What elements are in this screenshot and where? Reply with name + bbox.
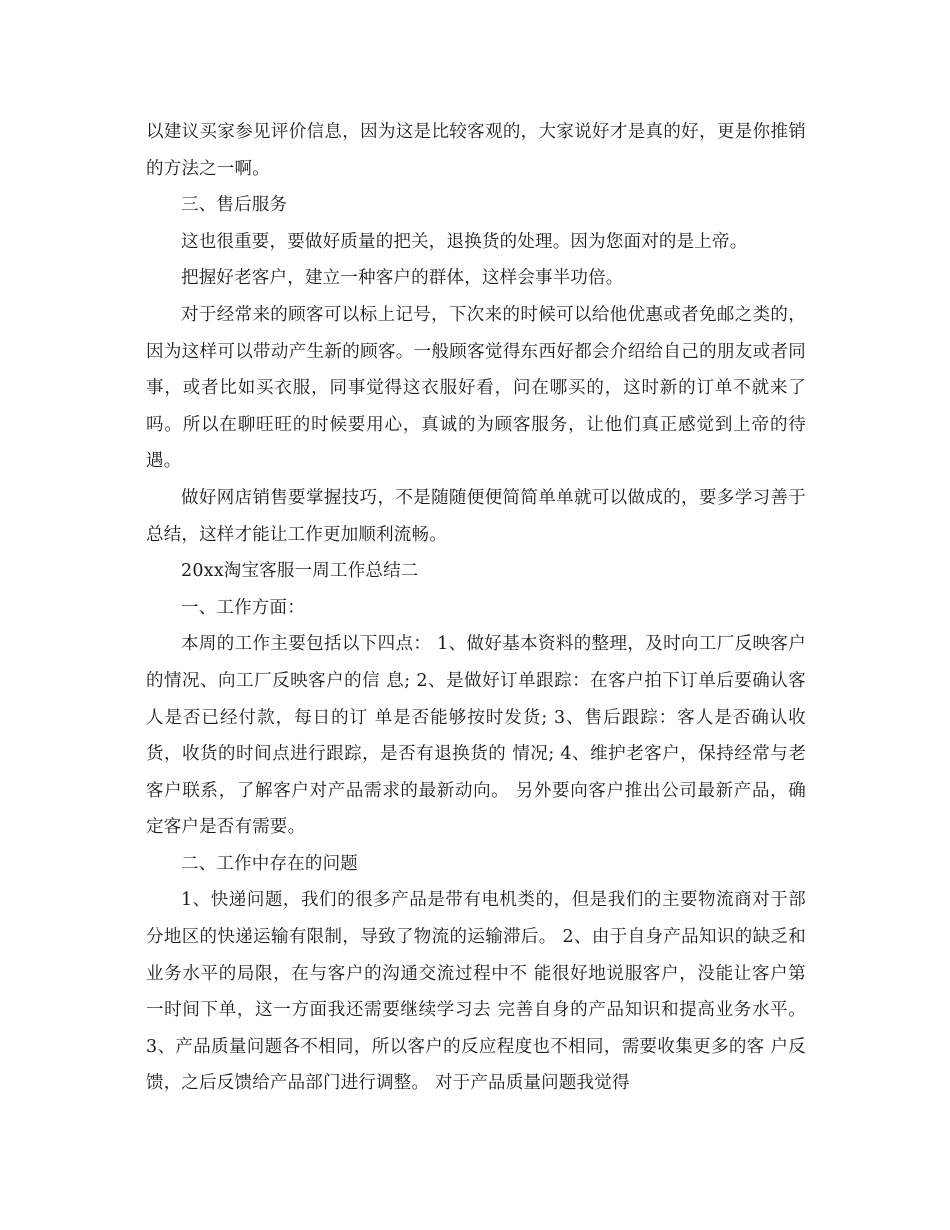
section-heading-after-sales: 三、售后服务 xyxy=(181,195,288,216)
document-subtitle: 20xx淘宝客服一周工作总结二 xyxy=(181,561,419,582)
paragraph: 1、快递问题，我们的很多产品是带有电机类的，但是我们的主要物流商对于部 分地区的快递运输有限制，导致了物流的运输滞后。 2、由于自身产品知识的缺乏和业务水平的局限，在与客户的沟通交流过程中不 能很好地说服客户，没能让客户第一时间下单，这一方面我还需要继续学习去 完善自身的产品知识和提高业务水平。 3、产品质量问题各不相同，所以客户的反应程度也不相同，需要收集更多的客 户反馈，之后反馈给产品部门进行调整。 对于产品质量问题我觉得 xyxy=(146,890,806,1094)
section-heading-problems: 二、工作中存在的问题 xyxy=(181,853,358,874)
paragraph: 对于经常来的顾客可以标上记号，下次来的时候可以给他优惠或者免邮之类的，因为这样可以带动产生新的顾客。一般顾客觉得东西好都会介绍给自己的朋友或者同事，或者比如买衣服，同事觉得这衣服好看，问在哪买的，这时新的订单不就来了吗。所以在聊旺旺的时候要用心，真诚的为顾客服务，让他们真正感觉到上帝的待遇。 xyxy=(146,304,806,472)
section-heading-work: 一、工作方面： xyxy=(181,597,305,618)
paragraph: 把握好老客户，建立一种客户的群体，这样会事半功倍。 xyxy=(181,268,624,289)
paragraph-continuation: 以建议买家参见评价信息，因为这是比较客观的，大家说好才是真的好，更是你推销的方法之一啊。 xyxy=(146,122,806,179)
paragraph: 这也很重要，要做好质量的把关，退换货的处理。因为您面对的是上帝。 xyxy=(181,231,748,252)
paragraph: 本周的工作主要包括以下四点： 1、做好基本资料的整理，及时向工厂反映客户的情况、向工厂反映客户的信 息; 2、是做好订单跟踪：在客户拍下订单后要确认客人是否已经付款，每日的订 单是否能够按时发货; 3、售后跟踪：客人是否确认收货，收货的时间点进行跟踪，是否有退换货的 情况; 4、维护老客户，保持经常与老客户联系，了解客户对产品需求的最新动向。 另外要向客户推出公司最新产品，确定客户是否有需要。 xyxy=(146,634,806,838)
paragraph: 做好网店销售要掌握技巧，不是随随便便简简单单就可以做成的，要多学习善于总结，这样才能让工作更加顺利流畅。 xyxy=(146,487,806,545)
document-body xyxy=(146,114,806,1102)
